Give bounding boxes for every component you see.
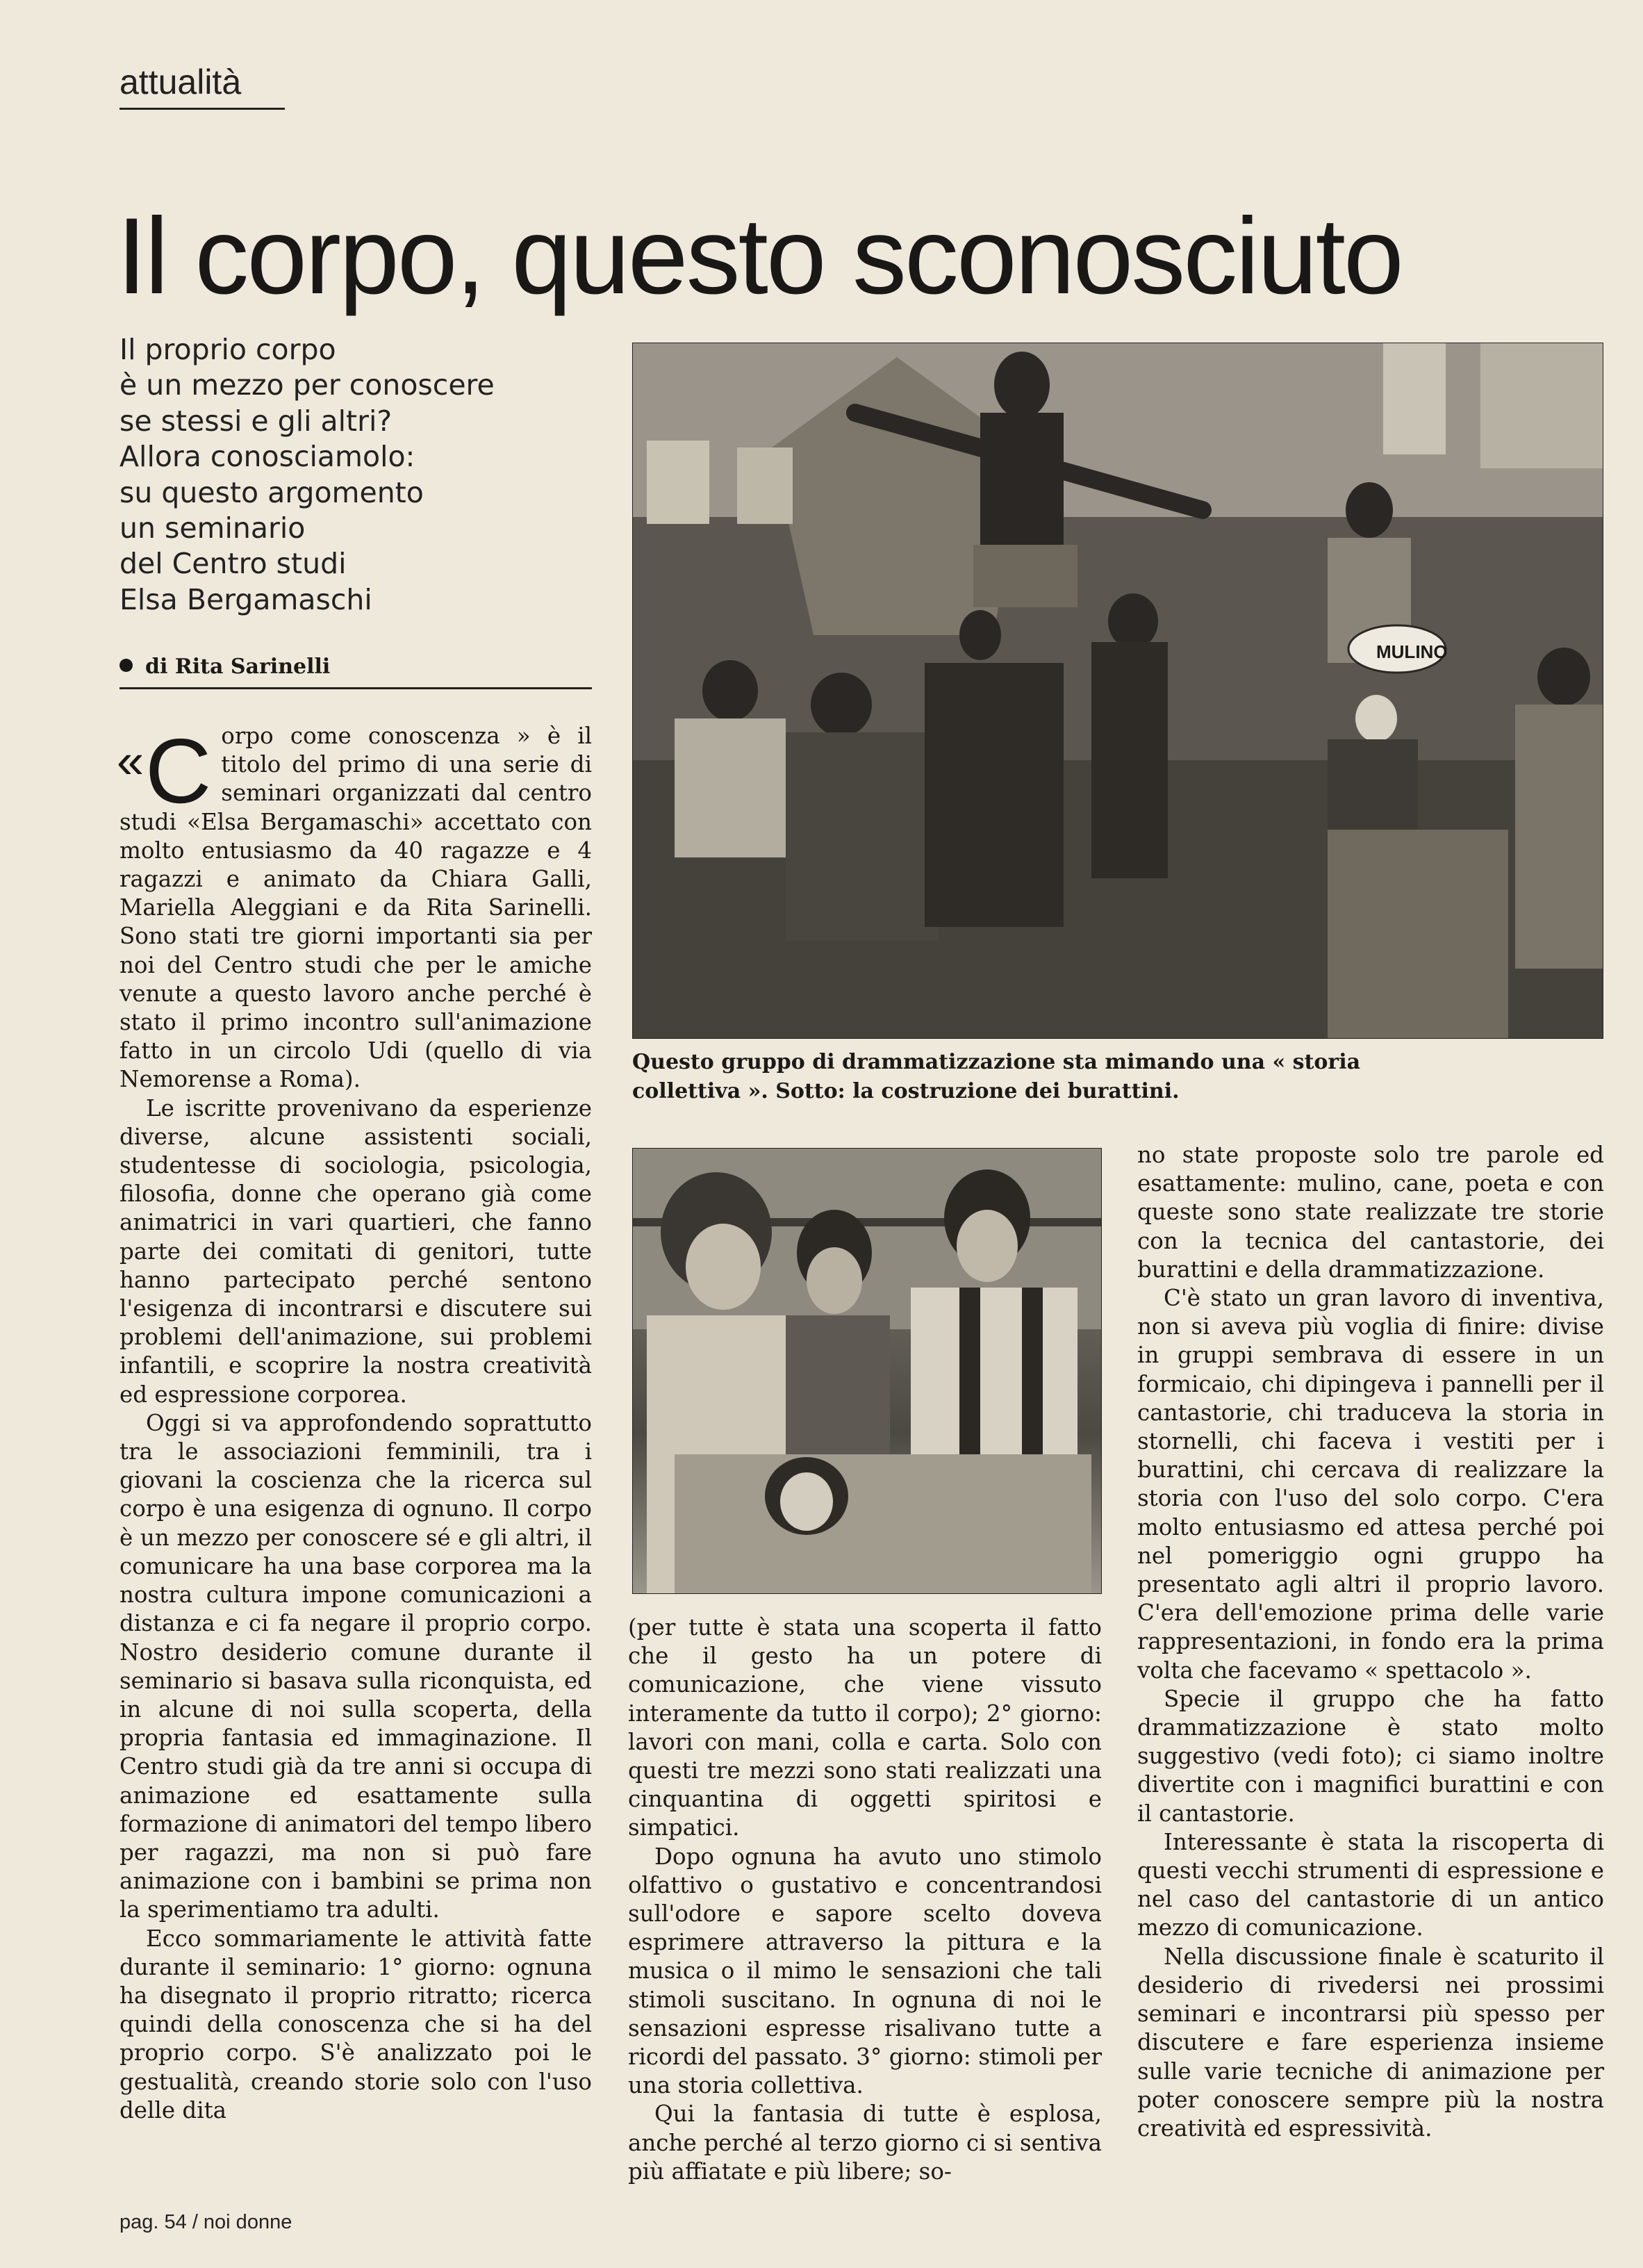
article-column-2	[628, 1613, 1102, 2186]
deck	[119, 332, 564, 618]
article-paragraph: Specie il gruppo che ha fatto drammatizzazione è stato molto suggestivo (vedi foto); ci siamo inoltre divertite con i magnifici burattini e con il cantastorie.	[1137, 1685, 1604, 1827]
photo-caption	[632, 1048, 1602, 1106]
section-rule	[119, 108, 285, 110]
byline-text: di Rita Sarinelli	[145, 655, 331, 679]
deck-line: è un mezzo per conoscere	[119, 368, 495, 402]
article-paragraph: C'è stato un gran lavoro di inventiva, non si aveva più voglia di finire: divise in gruppi sembrava di essere in un formicaio, chi dipingeva i pannelli per il cantastorie, chi traduceva la storia in stornelli, chi faceva i vestiti per i burattini, chi cercava di realizzare la storia con l'uso del solo corpo. C'era molto entusiasmo ed attesa perché poi nel pomeriggio ogni gruppo ha presentato agli altri il proprio lavoro. C'era dell'emozione prima delle varie rappresentazioni, in fondo era la prima volta che facevamo « spettacolo ».	[1137, 1285, 1604, 1684]
byline	[119, 653, 592, 681]
article-paragraph: Ecco sommariamente le attività fatte durante il seminario: 1° giorno: ognuna ha disegnato il proprio ritratto; ricerca quindi della conoscenza che si ha del proprio corpo. S'è analizzato poi le gestualità, creando storie solo con l'uso delle dita	[119, 1925, 592, 2123]
deck-line: su questo argomento	[119, 475, 424, 509]
article-paragraph: no state proposte solo tre parole ed esattamente: mulino, cane, poeta e con queste sono state realizzate tre storie con la tecnica del cantastorie, dei burattini e della drammatizzazione.	[1137, 1142, 1604, 1283]
article-paragraph: Dopo ognuna ha avuto uno stimolo olfattivo o gustativo e concentrandosi sull'odore e sapore scelto doveva esprimere attraverso la pittura e la musica o il mimo le sensazioni che tali stimoli suscitano. In ognuna di noi le sensazioni espresse risalivano tutte a ricordi del passato. 3° giorno: stimoli per una storia collettiva.	[628, 1843, 1102, 2099]
caption-line: Questo gruppo di drammatizzazione sta mimando una « storia	[632, 1050, 1361, 1074]
deck-line: Il proprio corpo	[119, 333, 336, 366]
article-paragraph: Le iscritte provenivano da esperienze diverse, alcune assistenti sociali, studentesse di sociologia, psicologia, filosofia, donne che operano già come animatrici in vari quartieri, che fanno parte dei comitati di genitori, tutte hanno partecipato perché sentono l'esigenza di incontrarsi e discutere sui problemi dell'animazione, sui problemi infantili, e scoprire la nostra creatività ed espressione corporea.	[119, 1094, 592, 1408]
article-paragraph: Qui la fantasia di tutte è esplosa, anche perché al terzo giorno ci si sentiva più affiatate e più libere; so-	[628, 2101, 1102, 2185]
deck-line: Elsa Bergamaschi	[119, 582, 372, 616]
photo-puppet-making	[632, 1148, 1102, 1594]
photo-drama-group	[632, 343, 1603, 1039]
deck-line: se stessi e gli altri?	[119, 404, 393, 438]
headline: Il corpo, questo sconosciuto	[117, 196, 1402, 317]
deck-line: un seminario	[119, 511, 306, 545]
article-paragraph: «C orpo come conoscenza » è il titolo del primo di una serie di seminari organizzati dal centro studi «Elsa Bergamaschi» accettato con molto entusiasmo da 40 ragazze e 4 ragazzi e animato da Chiara Galli, Mariella Aleggiani e da Rita Sarinelli. Sono stati tre giorni importanti sia per noi del Centro studi che per le amiche venute a questo lavoro anche perché è stato il primo incontro sull'animazione fatto in un circolo Udi (quello di via Nemorense a Roma).	[117, 720, 592, 1093]
deck-line: Allora conosciamolo:	[119, 440, 415, 474]
article-paragraph: Interessante è stata la riscoperta di questi vecchi strumenti di espressione e nel caso del cantastorie di un antico mezzo di comunicazione.	[1137, 1828, 1604, 1941]
section-tag: attualità	[119, 63, 242, 101]
article-column-1	[119, 722, 592, 2125]
deck-line: del Centro studi	[119, 547, 347, 581]
photo-sign-text: MULINO	[1376, 641, 1448, 662]
article-column-3	[1137, 1141, 1604, 2143]
article-paragraph: (per tutte è stata una scoperta il fatto che il gesto ha un potere di comunicazione, che viene vissuto interamente da tutto il corpo); 2° giorno: lavori con mani, colla e carta. Solo con questi tre mezzi sono stati realizzati una cinquantina di oggetti spiritosi e simpatici.	[628, 1614, 1102, 1841]
caption-line: collettiva ». Sotto: la costruzione dei burattini.	[632, 1079, 1180, 1103]
drop-cap: «C	[117, 720, 212, 822]
page-footer: pag. 54 / noi donne	[119, 2211, 292, 2233]
bullet-icon	[119, 659, 133, 672]
article-paragraph: Oggi si va approfondendo soprattutto tra le associazioni femminili, tra i giovani la coscienza che la ricerca sul corpo è una esigenza di ognuno. Il corpo è un mezzo per conoscere sé e gli altri, il comunicare ha una base corporea ma la nostra cultura impone comunicazioni a distanza e ci fa negare il proprio corpo. Nostro desiderio comune durante il seminario si basava sulla riconquista, ed in alcune di noi sulla scoperta, della propria fantasia ed immaginazione. Il Centro studi già da tre anni si occupa di animazione ed esattamente sulla formazione di animatori del tempo libero per ragazzi, ma non si può fare animazione con i bambini se prima non la sperimentiamo tra adulti.	[119, 1409, 592, 1923]
article-paragraph: Nella discussione finale è scaturito il desiderio di rivedersi nei prossimi seminari e incontrarsi più spesso per discutere e fare esperienza insieme sulle varie tecniche di animazione per poter conoscere sempre più la nostra creatività ed espressività.	[1137, 1943, 1604, 2142]
byline-rule	[119, 687, 592, 689]
